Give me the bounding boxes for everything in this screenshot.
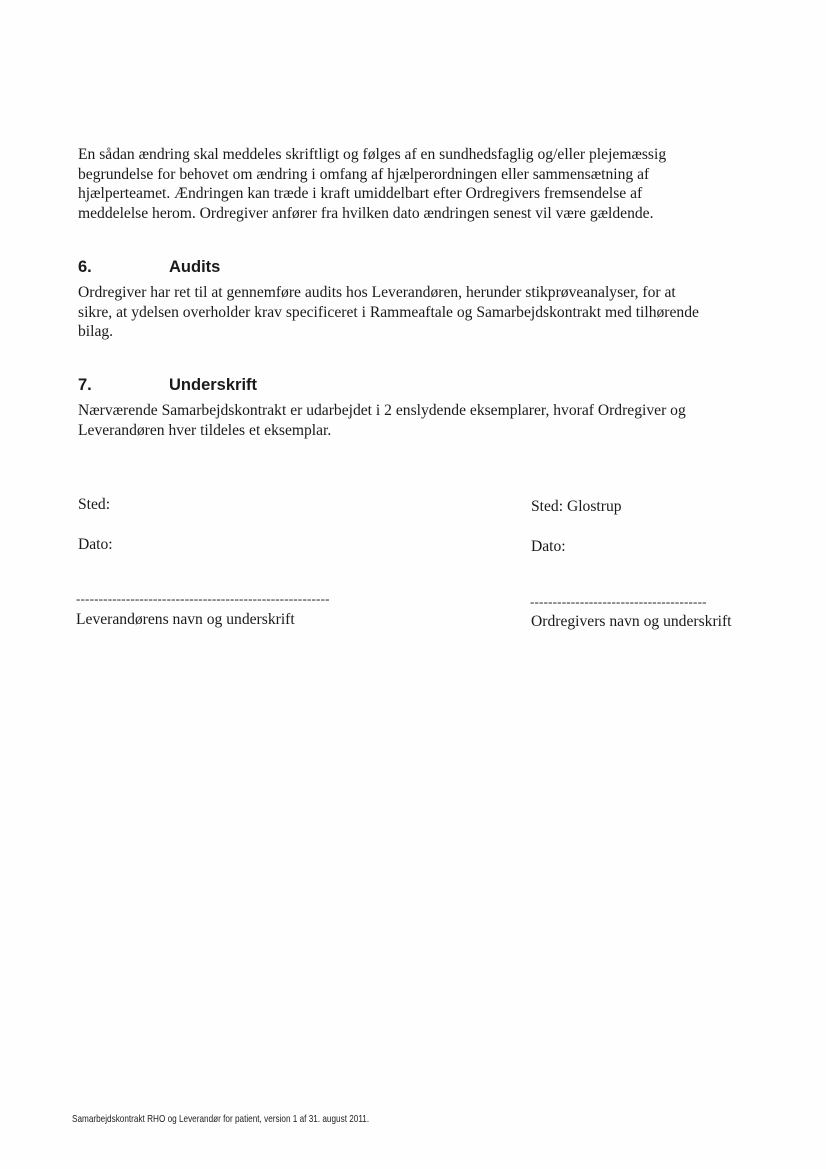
right-place-label: Sted: Glostrup	[531, 498, 622, 515]
section-6-number: 6.	[78, 258, 92, 276]
section-7-paragraph	[78, 401, 758, 440]
intro-line: En sådan ændring skal meddeles skriftligt og følges af en sundhedsfaglig og/eller plejemæssig	[78, 146, 667, 163]
left-signature-line: --------------------------------------------------------	[76, 592, 330, 606]
section-6-heading	[78, 257, 220, 277]
left-signature-caption: Leverandørens navn og underskrift	[76, 611, 295, 628]
right-date-label: Dato:	[531, 538, 566, 555]
section-7-number: 7.	[78, 376, 92, 394]
section-6-line: sikre, at ydelsen overholder krav specificeret i Rammeaftale og Samarbejdskontrakt med tilhørende	[78, 303, 699, 321]
section-7-title: Underskrift	[169, 376, 258, 394]
left-date-label: Dato:	[78, 536, 113, 553]
section-6-title: Audits	[169, 258, 221, 276]
right-signature-line: ---------------------------------------	[530, 595, 707, 609]
section-6-line: bilag.	[78, 323, 114, 340]
section-6-line: Ordregiver har ret til at gennemføre audits hos Leverandøren, herunder stikprøveanalyser, for at	[78, 284, 676, 301]
right-signature-caption: Ordregivers navn og underskrift	[531, 613, 732, 630]
left-place-label: Sted:	[78, 496, 111, 513]
section-7-line: Leverandøren hver tildeles et eksemplar.	[78, 421, 332, 439]
intro-line: meddelelse herom. Ordregiver anfører fra hvilken dato ændringen senest vil være gældende.	[78, 204, 654, 222]
section-6-paragraph	[78, 283, 758, 342]
section-7-line: Nærværende Samarbejdskontrakt er udarbejdet i 2 enslydende eksemplarer, hvoraf Ordregiver og	[78, 402, 686, 419]
intro-line: begrundelse for behovet om ændring i omfang af hjælperordningen eller sammensætning af	[78, 165, 650, 183]
page-footer: Samarbejdskontrakt RHO og Leverandør for patient, version 1 af 31. august 2011.	[72, 1113, 370, 1125]
intro-line: hjælperteamet. Ændringen kan træde i kraft umiddelbart efter Ordregivers fremsendelse af	[78, 185, 643, 202]
intro-paragraph	[78, 145, 758, 223]
section-7-heading	[78, 375, 257, 395]
